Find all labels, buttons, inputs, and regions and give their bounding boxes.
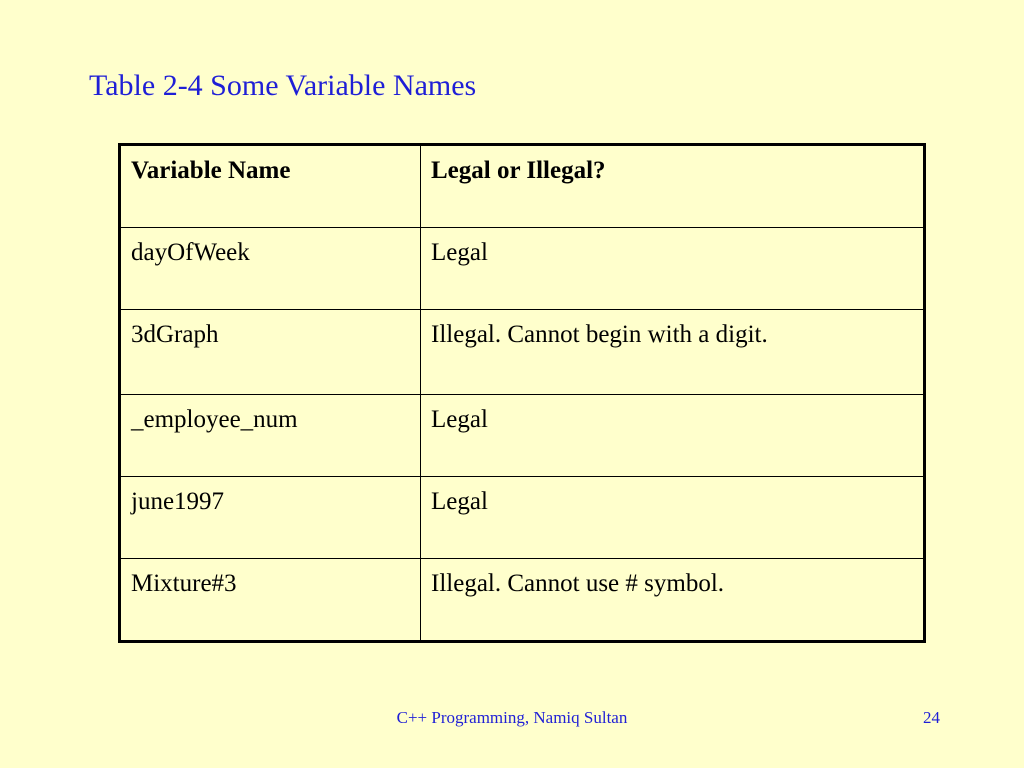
table-row xyxy=(120,395,925,477)
legality-cell: Legal xyxy=(421,395,925,477)
slide-title: Table 2-4 Some Variable Names xyxy=(89,69,477,102)
column-header-legal-or-illegal: Legal or Illegal? xyxy=(421,145,925,228)
table-row xyxy=(120,559,925,642)
legality-cell: Legal xyxy=(421,228,925,310)
table-header-row xyxy=(120,145,925,228)
slide-footer: C++ Programming, Namiq Sultan xyxy=(396,708,628,727)
variable-name-cell: Mixture#3 xyxy=(120,559,421,642)
variable-name-cell: june1997 xyxy=(120,477,421,559)
table-row xyxy=(120,228,925,310)
column-header-variable-name: Variable Name xyxy=(120,145,421,228)
table-row xyxy=(120,310,925,395)
legality-cell: Legal xyxy=(421,477,925,559)
variable-name-cell: _employee_num xyxy=(120,395,421,477)
variable-name-cell: 3dGraph xyxy=(120,310,421,395)
legality-cell: Illegal. Cannot use # symbol. xyxy=(421,559,925,642)
page-number: 24 xyxy=(923,708,940,727)
legality-cell: Illegal. Cannot begin with a digit. xyxy=(421,310,925,395)
variable-names-table xyxy=(118,143,926,643)
table-row xyxy=(120,477,925,559)
variable-name-cell: dayOfWeek xyxy=(120,228,421,310)
